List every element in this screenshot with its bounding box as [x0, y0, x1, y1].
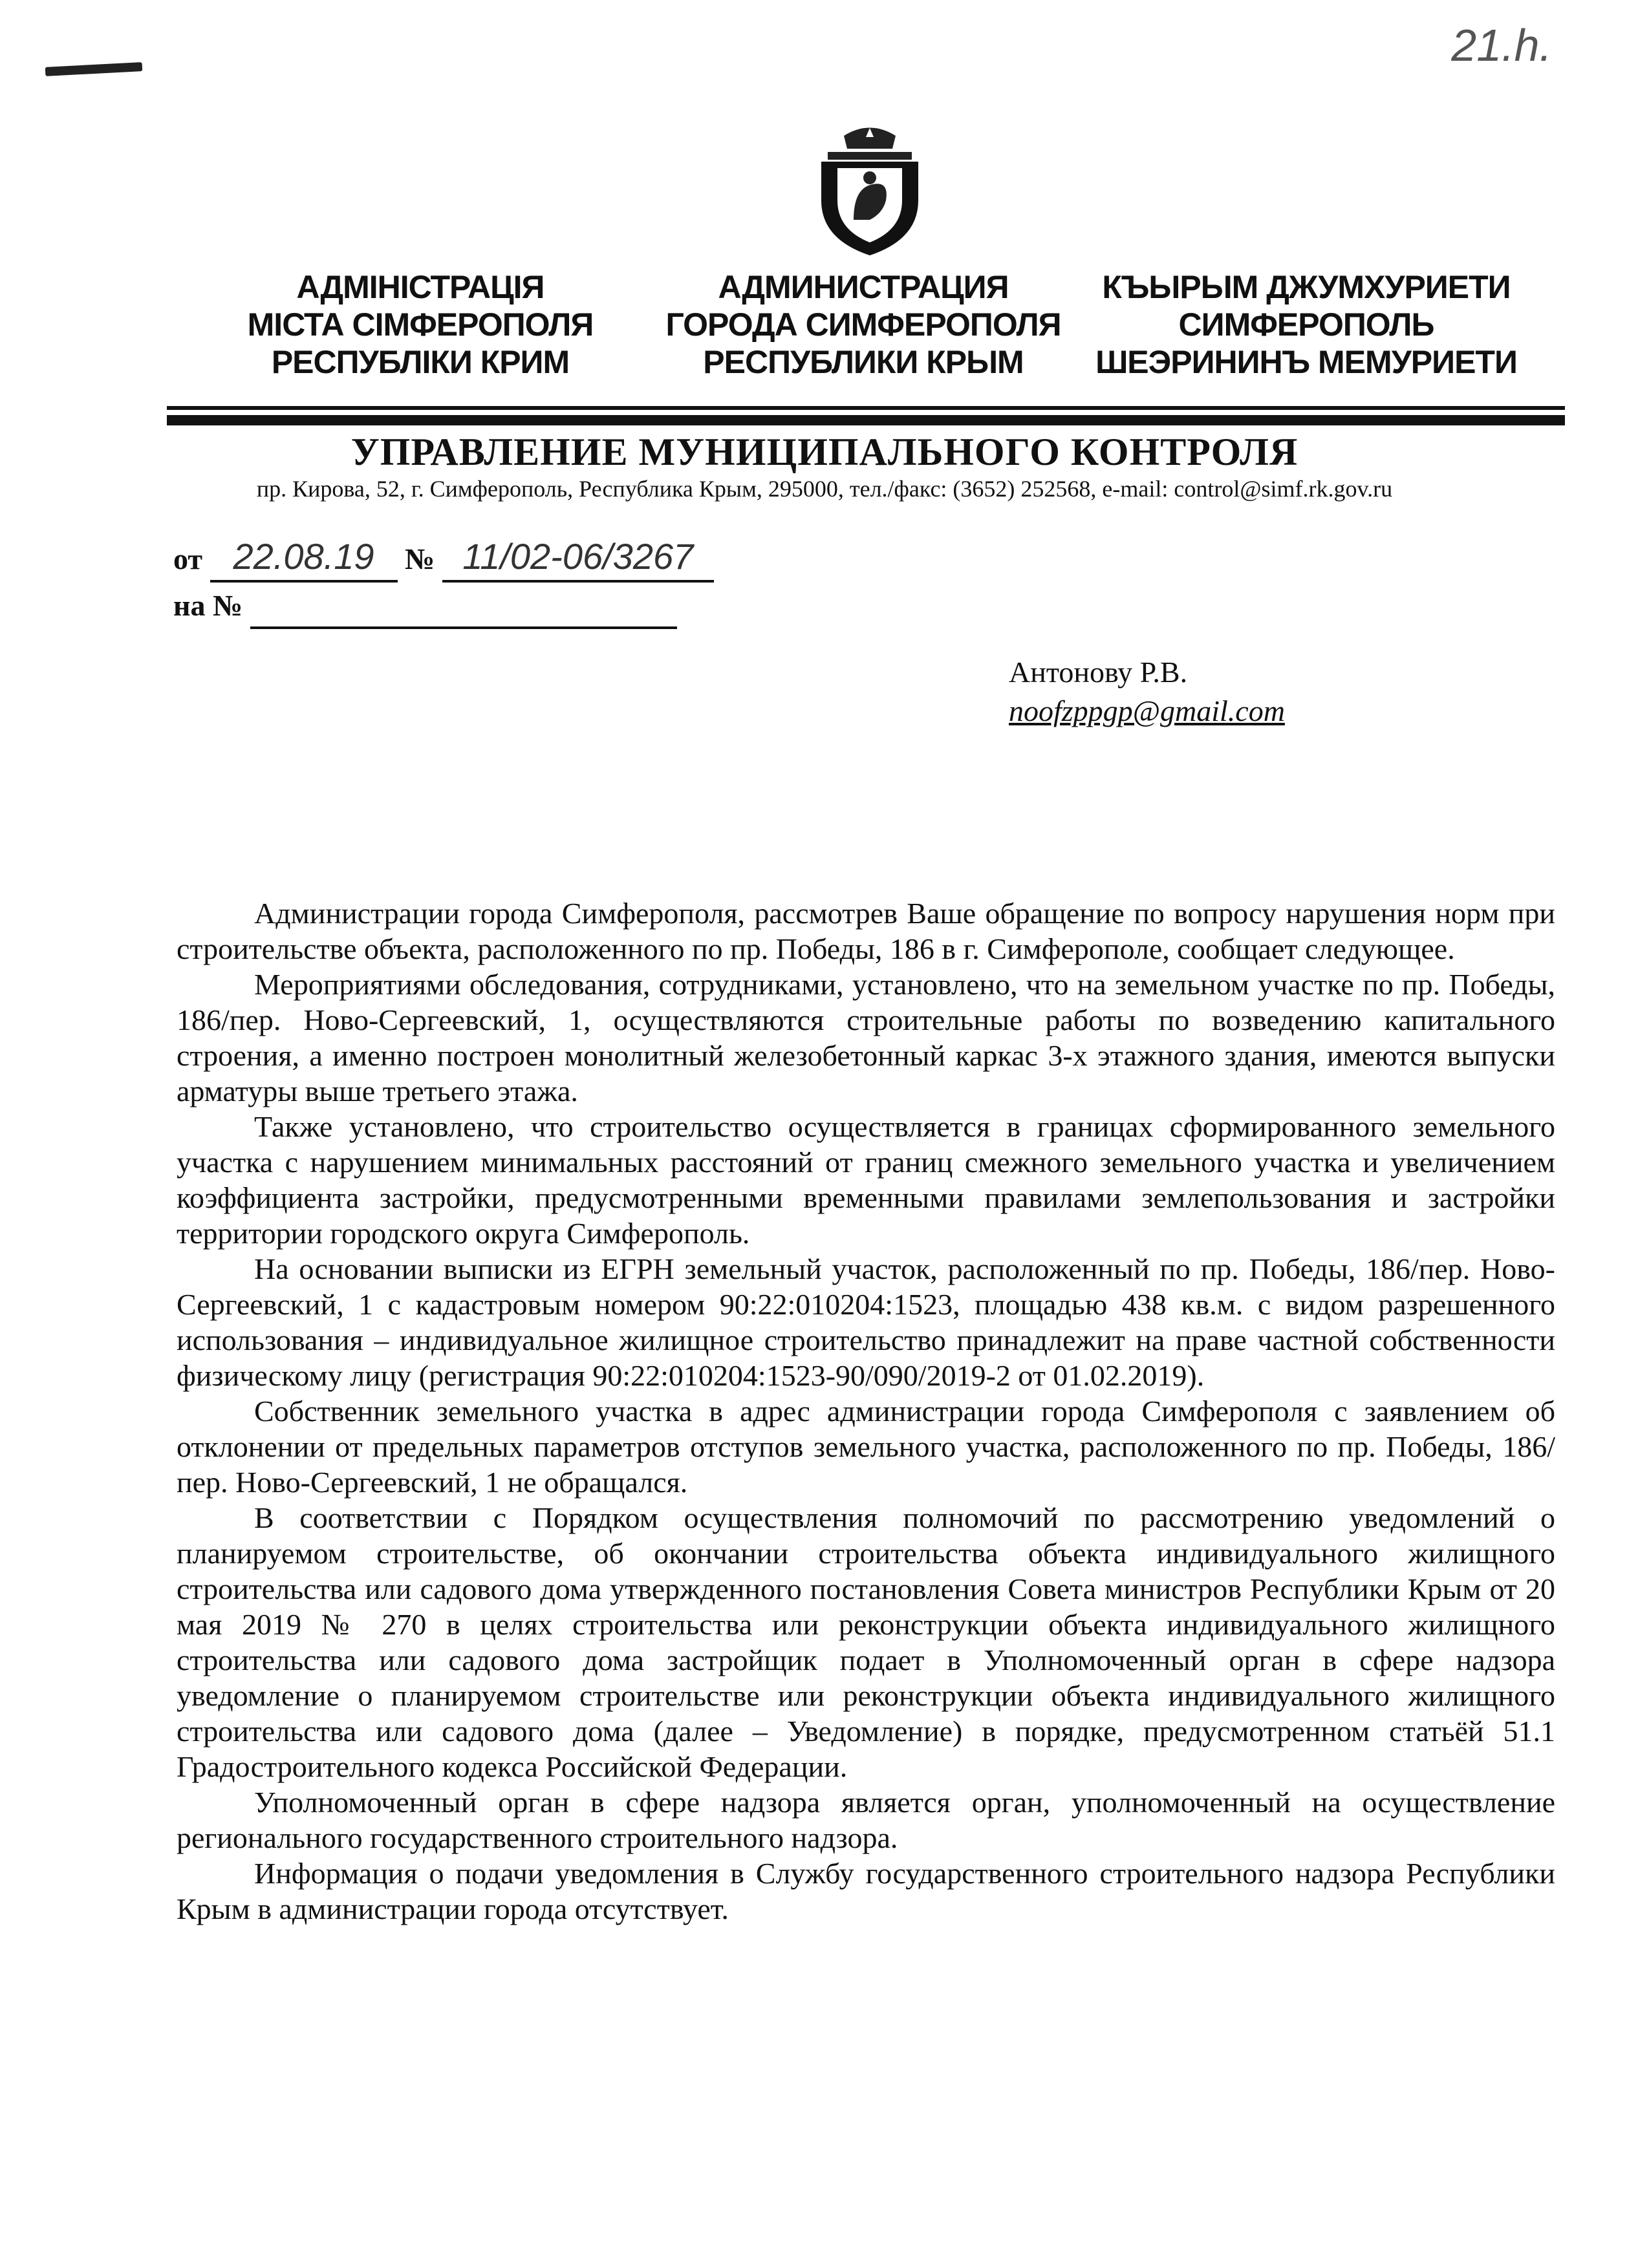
divider-thick	[167, 415, 1565, 425]
header-line: АДМІНІСТРАЦІЯ	[296, 269, 544, 305]
header-line: АДМИНИСТРАЦИЯ	[718, 269, 1009, 305]
scan-mark	[45, 62, 143, 76]
body-paragraph: На основании выписки из ЕГРН земельный участок, расположенный по пр. Победы, 186/пер. Ново-Сергеевский, 1 с кадастровым номером 90:22:010204:1523, площадью 438 кв.м. с видом разрешенного использования – индивидуальное жилищное строительство принадлежит на праве частной собственности физическому лицу (регистрация 90:22:010204:1523-90/090/2019-2 от 01.02.2019).	[177, 1252, 1555, 1392]
department-address: пр. Кирова, 52, г. Симферополь, Республика Крым, 295000, тел./факс: (3652) 252568, e-mail: control@simf.rk.gov.ru	[256, 476, 1393, 502]
body-paragraph: Администрации города Симферополя, рассмотрев Ваше обращение по вопросу нарушения норм при строительстве объекта, расположенного по пр. Победы, 186 в г. Симферополе, сообщает следующее.	[177, 897, 1555, 965]
number-label: №	[405, 542, 435, 575]
reply-number	[250, 592, 677, 629]
body-paragraph: Мероприятиями обследования, сотрудниками, установлено, что на земельном участке по пр. Победы, 186/пер. Ново-Сергеевский, 1, осуществляются строительные работы по возведению капитального строения, а именно построен монолитный железобетонный каркас 3-х этажного здания, имеются выпуски арматуры выше третьего этажа.	[177, 968, 1555, 1107]
from-label: от	[173, 542, 202, 575]
header-line: ШЕЭРИНИНЪ МЕМУРИЕТИ	[1095, 344, 1517, 380]
handwritten-note: 21.h.	[1451, 20, 1552, 70]
header-russian	[618, 268, 1109, 381]
header-line: СИМФЕРОПОЛЬ	[1178, 306, 1434, 343]
header-line: РЕСПУБЛІКИ КРИМ	[271, 344, 570, 380]
coat-of-arms-icon	[808, 123, 931, 259]
addressee-name: Антонову Р.В.	[1009, 656, 1188, 689]
header-line: КЪЫРЫМ ДЖУМХУРИЕТИ	[1102, 269, 1511, 305]
registration-block	[173, 533, 714, 629]
document-date: 22.08.19	[210, 533, 398, 583]
body-paragraph: Собственник земельного участка в адрес администрации города Симферополя с заявлением об отклонении от предельных параметров отступов земельного участка, расположенного по пр. Победы, 186/пер. Ново-Сергеевский, 1 не обращался.	[177, 1395, 1555, 1499]
document-number: 11/02-06/3267	[442, 533, 714, 583]
body-paragraph: Также установлено, что строительство осуществляется в границах сформированного земельного участка с нарушением минимальных расстояний от границ смежного земельного участка и увеличением коэффициента застройки, предусмотренными временными правилами землепользования и застройки территории городского округа Симферополь.	[177, 1110, 1555, 1250]
header-line: ГОРОДА СИМФЕРОПОЛЯ	[665, 306, 1061, 343]
header-line: МІСТА СІМФЕРОПОЛЯ	[247, 306, 594, 343]
body-paragraph: Уполномоченный орган в сфере надзора является орган, уполномоченный на осуществление регионального государственного строительного надзора.	[177, 1786, 1555, 1854]
department-title: УПРАВЛЕНИЕ МУНИЦИПАЛЬНОГО КОНТРОЛЯ	[350, 431, 1299, 473]
divider-thin	[167, 406, 1565, 410]
header-ukrainian	[175, 268, 666, 381]
body-paragraph: Информация о подачи уведомления в Службу государственного строительного надзора Республики Крым в администрации города отсутствует.	[177, 1857, 1555, 1925]
body-paragraph: В соответствии с Порядком осуществления полномочий по рассмотрению уведомлений о планируемом строительстве, об окончании строительства объекта индивидуального жилищного строительства или садового дома утвержденного постановления Совета министров Республики Крым от 20 мая 2019 № 270 в целях строительства или реконструкции объекта индивидуального жилищного строительства или садового дома застройщик подает в Уполномоченный орган в сфере надзора уведомление о планируемом строительстве или реконструкции объекта индивидуального жилищного строительства или садового дома (далее – Уведомление) в порядке, предусмотренном статьёй 51.1 Градостроительного кодекса Российской Федерации.	[177, 1501, 1555, 1783]
header-line: РЕСПУБЛИКИ КРЫМ	[703, 344, 1024, 380]
addressee-email: noofzppgp@gmail.com	[1009, 694, 1285, 727]
addressee-block	[1009, 653, 1285, 731]
reply-label: на №	[173, 589, 243, 622]
letter-body	[177, 895, 1555, 1927]
header-crimean-tatar	[1061, 268, 1552, 381]
